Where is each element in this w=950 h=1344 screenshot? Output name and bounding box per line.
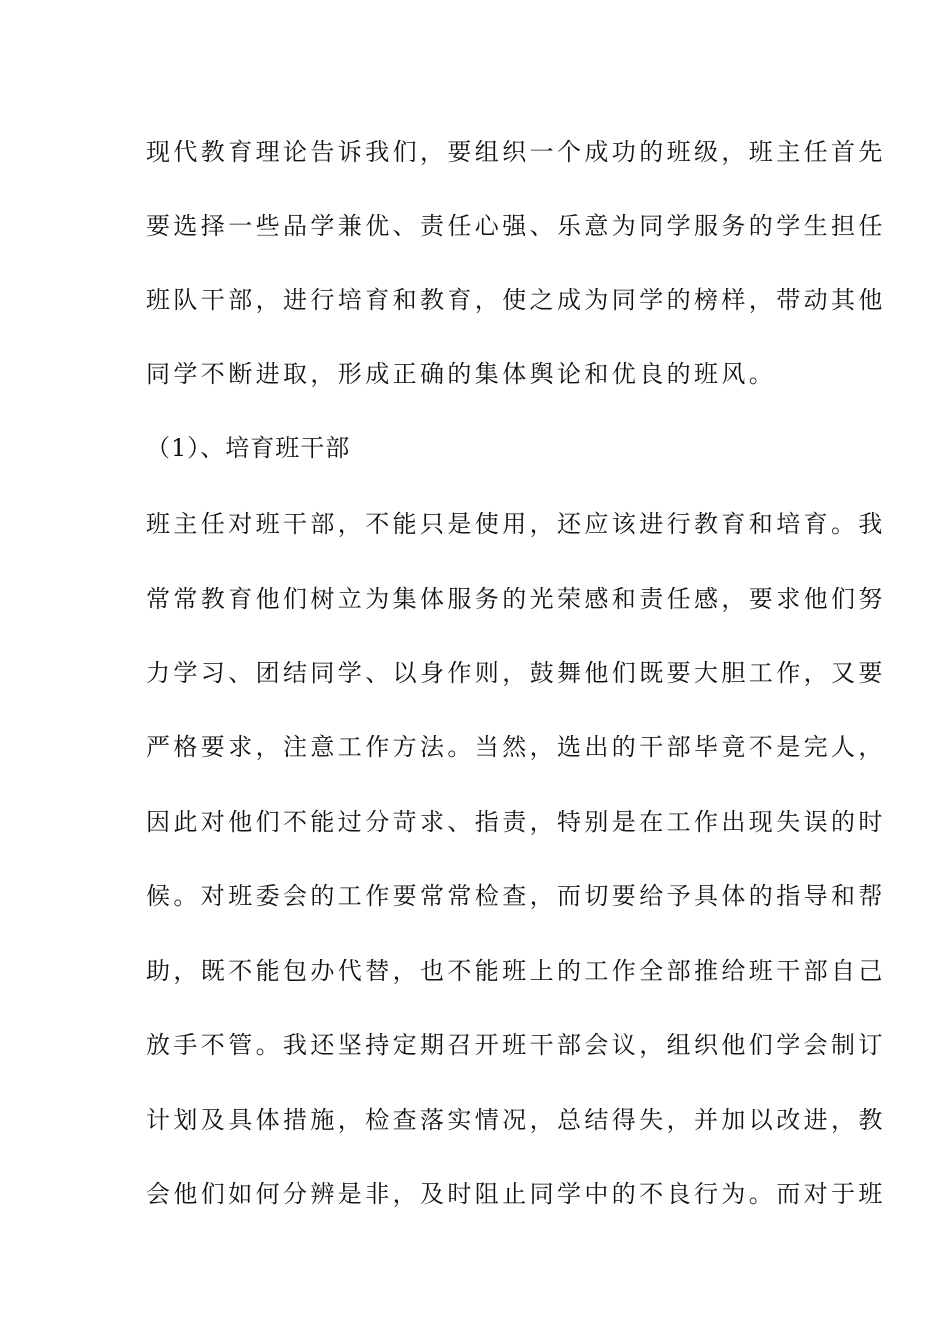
paragraph-line: 助，既不能包办代替，也不能班上的工作全部推给班干部自己 <box>146 957 886 985</box>
paragraph-line: 要选择一些品学兼优、责任心强、乐意为同学服务的学生担任 <box>146 212 886 240</box>
paragraph-line: 班队干部，进行培育和教育，使之成为同学的榜样，带动其他 <box>146 286 886 314</box>
paragraph-line: 严格要求，注意工作方法。当然，选出的干部毕竟不是完人， <box>146 733 886 761</box>
paragraph-line: 现代教育理论告诉我们，要组织一个成功的班级，班主任首先 <box>146 138 886 166</box>
paragraph-line: 班主任对班干部，不能只是使用，还应该进行教育和培育。我 <box>146 510 886 538</box>
paragraph-line: 同学不断进取，形成正确的集体舆论和优良的班风。 <box>146 360 777 388</box>
paragraph-line: 力学习、团结同学、以身作则，鼓舞他们既要大胆工作，又要 <box>146 659 886 687</box>
paragraph-line: 会他们如何分辨是非，及时阻止同学中的不良行为。而对于班 <box>146 1180 886 1208</box>
paragraph-line: 因此对他们不能过分苛求、指责，特别是在工作出现失误的时 <box>146 808 886 836</box>
paragraph-line: 候。对班委会的工作要常常检查，而切要给予具体的指导和帮 <box>146 882 886 910</box>
section-heading: （1）、培育班干部 <box>146 434 351 462</box>
paragraph-line: 常常教育他们树立为集体服务的光荣感和责任感，要求他们努 <box>146 585 886 613</box>
paragraph-line: 放手不管。我还坚持定期召开班干部会议，组织他们学会制订 <box>146 1031 886 1059</box>
paragraph-line: 计划及具体措施，检查落实情况，总结得失，并加以改进，教 <box>146 1106 886 1134</box>
